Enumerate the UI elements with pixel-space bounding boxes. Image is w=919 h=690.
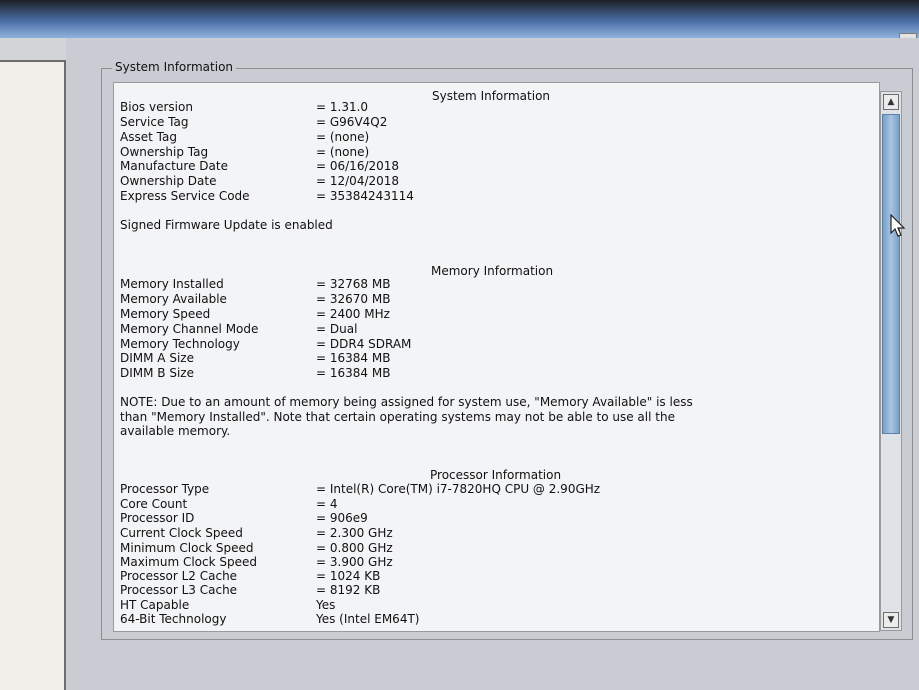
info-row-minimum-clock-speed: Minimum Clock Speed = 0.800 GHz xyxy=(120,541,393,555)
info-row-bios-version: Bios version = 1.31.0 xyxy=(120,100,369,114)
processor-section-title: Processor Information xyxy=(430,468,562,482)
scroll-up-button[interactable] xyxy=(883,94,899,110)
group-title: System Information xyxy=(112,60,236,74)
info-row-service-tag: Service Tag = G96V4Q2 xyxy=(120,115,388,129)
info-row-core-count: Core Count = 4 xyxy=(120,497,338,511)
info-row-memory-installed: Memory Installed = 32768 MB xyxy=(120,277,391,291)
info-row-express-service-code: Express Service Code = 35384243114 xyxy=(120,189,414,203)
info-row-dimm-b-size: DIMM B Size = 16384 MB xyxy=(120,366,391,380)
info-row-processor-l2-cache: Processor L2 Cache = 1024 KB xyxy=(120,569,381,583)
information-panel xyxy=(113,82,880,632)
info-row-processor-type: Processor Type = Intel(R) Core(TM) i7-7820HQ CPU @ 2.90GHz xyxy=(120,482,601,496)
info-row-memory-available: Memory Available = 32670 MB xyxy=(120,292,391,306)
signed-firmware-note: Signed Firmware Update is enabled xyxy=(120,218,333,232)
info-row-processor-id: Processor ID = 906e9 xyxy=(120,511,368,525)
navigation-pane[interactable] xyxy=(0,60,66,690)
memory-note-line-3: available memory. xyxy=(120,424,231,438)
info-row-memory-speed: Memory Speed = 2400 MHz xyxy=(120,307,390,321)
info-row-memory-technology: Memory Technology = DDR4 SDRAM xyxy=(120,337,412,351)
info-row-64-bit-technology: 64-Bit Technology Yes (Intel EM64T) xyxy=(120,612,420,626)
scroll-down-button[interactable] xyxy=(883,612,899,628)
info-row-ht-capable: HT Capable Yes xyxy=(120,598,336,612)
memory-note-line-2: than "Memory Installed". Note that certain operating systems may not be able to use all the xyxy=(120,410,675,424)
mouse-pointer-icon xyxy=(890,214,906,238)
title-bar xyxy=(0,0,919,38)
info-row-memory-channel-mode: Memory Channel Mode = Dual xyxy=(120,322,358,336)
memory-section-title: Memory Information xyxy=(431,264,554,278)
chevron-up-icon: ▲ xyxy=(887,97,895,107)
info-row-ownership-tag: Ownership Tag = (none) xyxy=(120,145,370,159)
info-row-processor-l3-cache: Processor L3 Cache = 8192 KB xyxy=(120,583,381,597)
system-section-title: System Information xyxy=(432,89,551,103)
scrollbar-thumb[interactable] xyxy=(882,114,900,434)
info-row-asset-tag: Asset Tag = (none) xyxy=(120,130,370,144)
info-row-ownership-date: Ownership Date = 12/04/2018 xyxy=(120,174,400,188)
vertical-scrollbar[interactable] xyxy=(880,91,902,631)
memory-note-line-1: NOTE: Due to an amount of memory being assigned for system use, "Memory Available" is less xyxy=(120,395,693,409)
info-row-current-clock-speed: Current Clock Speed = 2.300 GHz xyxy=(120,526,393,540)
info-row-maximum-clock-speed: Maximum Clock Speed = 3.900 GHz xyxy=(120,555,393,569)
info-row-dimm-a-size: DIMM A Size = 16384 MB xyxy=(120,351,391,365)
chevron-down-icon: ▼ xyxy=(887,615,895,625)
info-row-manufacture-date: Manufacture Date = 06/16/2018 xyxy=(120,159,400,173)
